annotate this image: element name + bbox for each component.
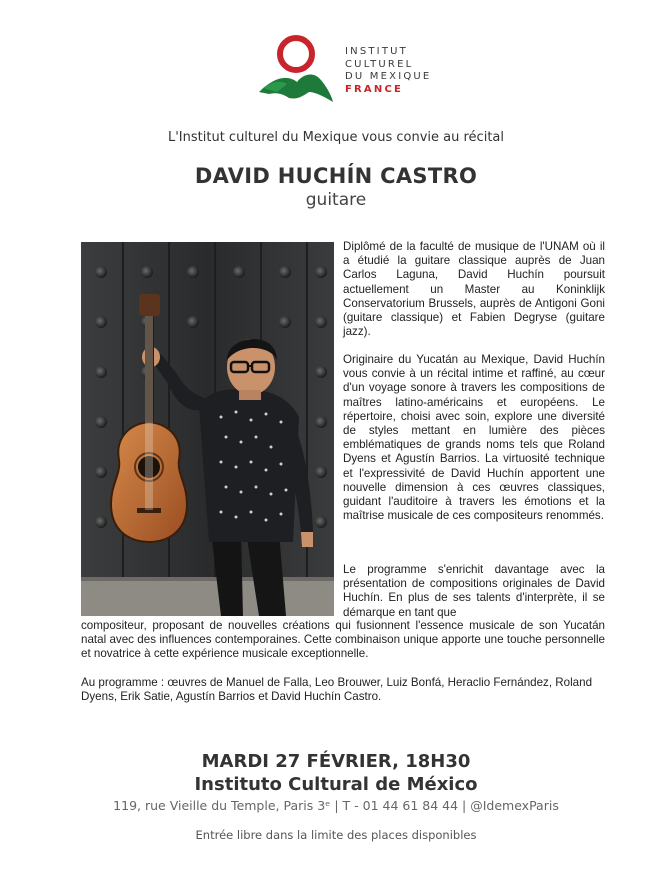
artist-photo — [81, 242, 334, 616]
artist-name: DAVID HUCHÍN CASTRO — [194, 164, 478, 188]
program-paragraph: Au programme : œuvres de Manuel de Falla, Leo Brouwer, Luiz Bonfá, Heraclio Fernández, Roland Dyens, Erik Satie, Agustín Barrios et David Huchín Castro. — [81, 676, 593, 704]
logo-line-1: INSTITUT — [345, 46, 408, 57]
logo-text — [345, 46, 431, 96]
logo-line-3: DU MEXIQUE — [345, 71, 432, 82]
institute-logo — [253, 22, 443, 108]
bio-paragraph-1: Diplômé de la faculté de musique de l'UNAM où il a étudié la guitare classique auprès de Juan Carlos Laguna, David Huchín poursuit actuellement un Master au Koninklijk Conservatorium Brussels, auprès de Antigoni Goni (guitare classique) et Fabien Degryse (guitare jazz). — [343, 240, 605, 339]
invitation-line: L'Institut culturel du Mexique vous convie au récital — [167, 130, 504, 145]
logo-mark-icon — [253, 22, 343, 108]
bio-paragraph-2: Originaire du Yucatán au Mexique, David Huchín vous convie à un récital intime et raffiné, au cœur d'un voyage sonore à travers les compositions de maîtres latino-américains et européens. Le répertoire, choisi avec soin, explore une diversité de styles mettant en lumière des pièces emblématiques de grands noms tels que Roland Dyens et Agustín Barrios. La virtuosité technique et l'expressivité de David Huchín apportent une nouvelle dimension à ces œuvres classiques, guidant l'auditoire à travers les émotions et la maîtrise musicale de ces compositeurs renommés. — [343, 353, 605, 523]
event-address: 119, rue Vieille du Temple, Paris 3ᵉ | T - 01 44 61 84 44 | @IdemexParis — [113, 798, 559, 813]
instrument-label: guitare — [305, 190, 367, 210]
logo-line-2: CULTUREL — [345, 58, 414, 70]
logo-line-4: FRANCE — [345, 83, 404, 95]
event-venue: Instituto Cultural de México — [194, 774, 478, 795]
event-date: MARDI 27 FÉVRIER, 18H30 — [201, 751, 471, 772]
bio-paragraph-3-start: Le programme s'enrichit davantage avec la présentation de compositions originales de David Huchín. En plus de ses talents d'interprète, il se démarque en tant que — [343, 563, 605, 619]
bio-paragraph-3-end: compositeur, proposant de nouvelles créations qui fusionnent l'essence musicale de son Yucatán natal avec des influences contemporaines. Cette combinaison unique apporte une touche personnelle et novatrice à cette expérience musicale exceptionnelle. — [81, 619, 605, 661]
entry-note: Entrée libre dans la limite des places disponibles — [195, 828, 477, 842]
